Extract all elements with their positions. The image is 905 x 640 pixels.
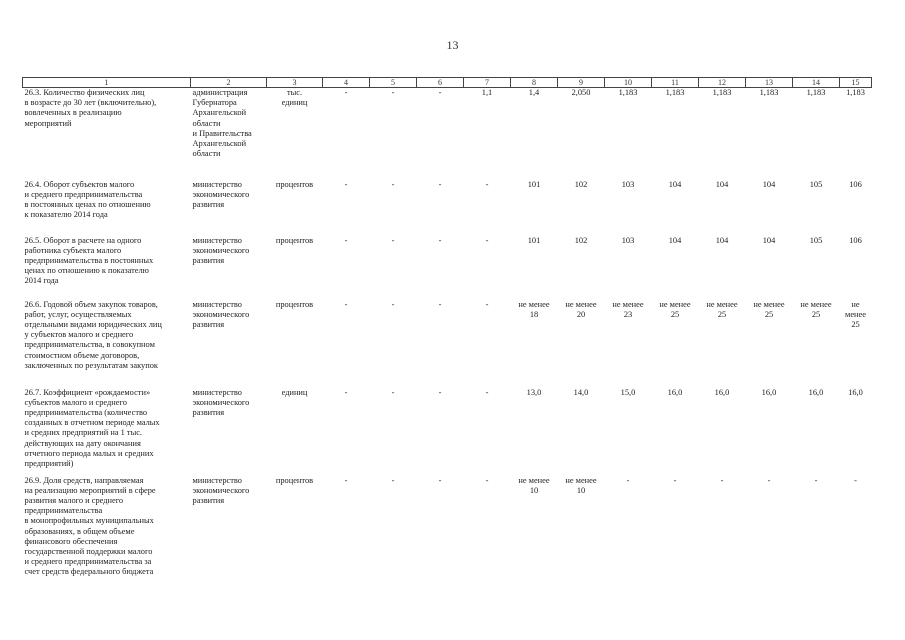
- indicator-value: -: [438, 179, 442, 189]
- indicator-value: 14,0: [573, 387, 589, 397]
- indicator-value: 13,0: [526, 387, 542, 397]
- indicator-value: -: [344, 179, 348, 189]
- indicator-value: 1,1: [481, 88, 493, 97]
- indicator-value: -: [438, 387, 442, 397]
- column-header-14: 14: [793, 78, 840, 88]
- indicator-value: 104: [668, 179, 682, 189]
- column-header-15: 15: [840, 78, 872, 88]
- indicator-value: 104: [762, 179, 776, 189]
- indicator-value: 15,0: [620, 387, 636, 397]
- indicator-value: -: [344, 88, 348, 97]
- column-header-3: 3: [267, 78, 323, 88]
- indicator-value: -: [391, 475, 395, 485]
- indicator-value: -: [814, 475, 818, 485]
- indicator-value: 102: [574, 235, 588, 245]
- indicator-name: 26.6. Годовой объем закупок товаров, работ, услуг, осуществляемых отдельными видами юридических лиц у субъектов малого и среднего предпринимательства, в совокупном стоимостном объеме договоров, заключенных по результатам закупок: [24, 299, 162, 370]
- indicator-value: не менее 25: [753, 299, 785, 319]
- table-row: [23, 388, 872, 476]
- column-header-7: 7: [464, 78, 511, 88]
- indicator-value: 1,4: [528, 88, 540, 97]
- indicator-value: 103: [621, 235, 635, 245]
- indicator-value: -: [391, 179, 395, 189]
- indicator-value: 106: [849, 235, 862, 245]
- unit-of-measure: тыс. единиц: [281, 88, 308, 108]
- indicator-value: 2,050: [571, 88, 591, 97]
- column-header-9: 9: [558, 78, 605, 88]
- table-row: [23, 300, 872, 388]
- indicator-value: 104: [668, 235, 682, 245]
- unit-of-measure: процентов: [275, 179, 314, 189]
- indicator-value: 16,0: [714, 387, 730, 397]
- indicator-name: 26.4. Оборот субъектов малого и среднего предпринимательства в постоянных ценах по отношению к показателю 2014 года: [24, 179, 151, 220]
- indicator-value: 105: [809, 179, 823, 189]
- indicator-name: 26.5. Оборот в расчете на одного работника субъекта малого предпринимательства в постоянных ценах по отношению к показателю 2014 года: [24, 235, 154, 286]
- indicator-value: 101: [527, 179, 541, 189]
- indicator-value: -: [854, 475, 857, 485]
- column-header-12: 12: [699, 78, 746, 88]
- indicator-value: 1,183: [712, 88, 732, 97]
- indicator-value: 16,0: [808, 387, 824, 397]
- responsible-executor: министерство экономического развития: [192, 299, 250, 329]
- indicator-value: 16,0: [667, 387, 683, 397]
- indicator-value: -: [485, 179, 489, 189]
- indicator-value: -: [391, 88, 395, 97]
- responsible-executor: министерство экономического развития: [192, 179, 250, 209]
- indicator-value: не менее 25: [706, 299, 738, 319]
- responsible-executor: администрация Губернатора Архангельской области и Правительства Архангельской области: [192, 88, 252, 159]
- column-header-6: 6: [417, 78, 464, 88]
- indicator-value: -: [438, 235, 442, 245]
- indicator-value: -: [344, 235, 348, 245]
- indicator-value: не менее 18: [518, 299, 550, 319]
- column-header-4: 4: [323, 78, 370, 88]
- table-body: [23, 88, 872, 592]
- table-row: [23, 180, 872, 236]
- column-header-1: 1: [23, 78, 191, 88]
- indicator-value: -: [485, 387, 489, 397]
- indicator-value: -: [438, 299, 442, 309]
- indicator-value: не менее 20: [565, 299, 597, 319]
- indicator-value: 104: [715, 235, 729, 245]
- column-header-8: 8: [511, 78, 558, 88]
- responsible-executor: министерство экономического развития: [192, 475, 250, 505]
- indicator-value: -: [438, 475, 442, 485]
- indicator-value: не менее 25: [659, 299, 691, 319]
- indicator-value: 1,183: [759, 88, 779, 97]
- indicator-value: 103: [621, 179, 635, 189]
- indicator-value: -: [344, 387, 348, 397]
- table-header: [23, 78, 872, 88]
- page-number: 13: [446, 38, 459, 52]
- indicator-value: -: [626, 475, 630, 485]
- indicator-value: 1,183: [665, 88, 685, 97]
- column-header-5: 5: [370, 78, 417, 88]
- unit-of-measure: единиц: [281, 387, 308, 397]
- indicator-value: 106: [849, 179, 862, 189]
- indicator-value: 16,0: [848, 387, 863, 397]
- table-row: [23, 236, 872, 300]
- indicator-name: 26.9. Доля средств, направляемая на реализацию мероприятий в сфере развития малого и среднего предпринимательства в монопрофильных муниципальных образованиях, в общем объеме финансового обеспечения государственной поддержки малого и среднего предпринимательства за счет средств федерального бюджета: [24, 475, 156, 577]
- indicator-value: -: [485, 299, 489, 309]
- indicator-value: не менее 10: [518, 475, 550, 495]
- indicator-value: -: [344, 475, 348, 485]
- column-header-2: 2: [191, 78, 267, 88]
- indicator-value: -: [673, 475, 677, 485]
- indicator-value: 104: [715, 179, 729, 189]
- indicator-value: не менее 23: [612, 299, 644, 319]
- indicator-value: -: [391, 299, 395, 309]
- indicator-value: -: [391, 387, 395, 397]
- responsible-executor: министерство экономического развития: [192, 235, 250, 265]
- indicator-value: -: [438, 88, 442, 97]
- indicator-value: 104: [762, 235, 776, 245]
- indicator-value: -: [767, 475, 771, 485]
- indicator-value: 16,0: [761, 387, 777, 397]
- indicator-value: не менее 10: [565, 475, 597, 495]
- unit-of-measure: процентов: [275, 235, 314, 245]
- column-header-10: 10: [605, 78, 652, 88]
- indicator-value: не менее 25: [800, 299, 832, 319]
- indicators-table: [22, 77, 872, 592]
- indicator-value: -: [720, 475, 724, 485]
- indicator-value: 101: [527, 235, 541, 245]
- indicator-value: не менее 25: [845, 299, 866, 329]
- indicator-value: -: [391, 235, 395, 245]
- indicator-value: 1,183: [806, 88, 826, 97]
- table-row: [23, 476, 872, 592]
- indicator-value: -: [485, 475, 489, 485]
- unit-of-measure: процентов: [275, 475, 314, 485]
- indicator-value: -: [344, 299, 348, 309]
- indicator-value: 1,183: [846, 88, 865, 97]
- unit-of-measure: процентов: [275, 299, 314, 309]
- column-header-11: 11: [652, 78, 699, 88]
- indicator-value: 102: [574, 179, 588, 189]
- indicator-name: 26.7. Коэффициент «рождаемости» субъектов малого и среднего предпринимательства (количество созданных в отчетном периоде малых и средних предприятий на 1 тыс. действующих на дату окончания отчетного периода малых и средних предприятий): [24, 387, 160, 468]
- indicator-value: -: [485, 235, 489, 245]
- responsible-executor: министерство экономического развития: [192, 387, 250, 417]
- indicator-value: 1,183: [618, 88, 638, 97]
- table-row: [23, 88, 872, 180]
- column-header-13: 13: [746, 78, 793, 88]
- indicator-name: 26.3. Количество физических лиц в возрасте до 30 лет (включительно), вовлеченных в реализацию мероприятий: [24, 88, 157, 128]
- indicator-value: 105: [809, 235, 823, 245]
